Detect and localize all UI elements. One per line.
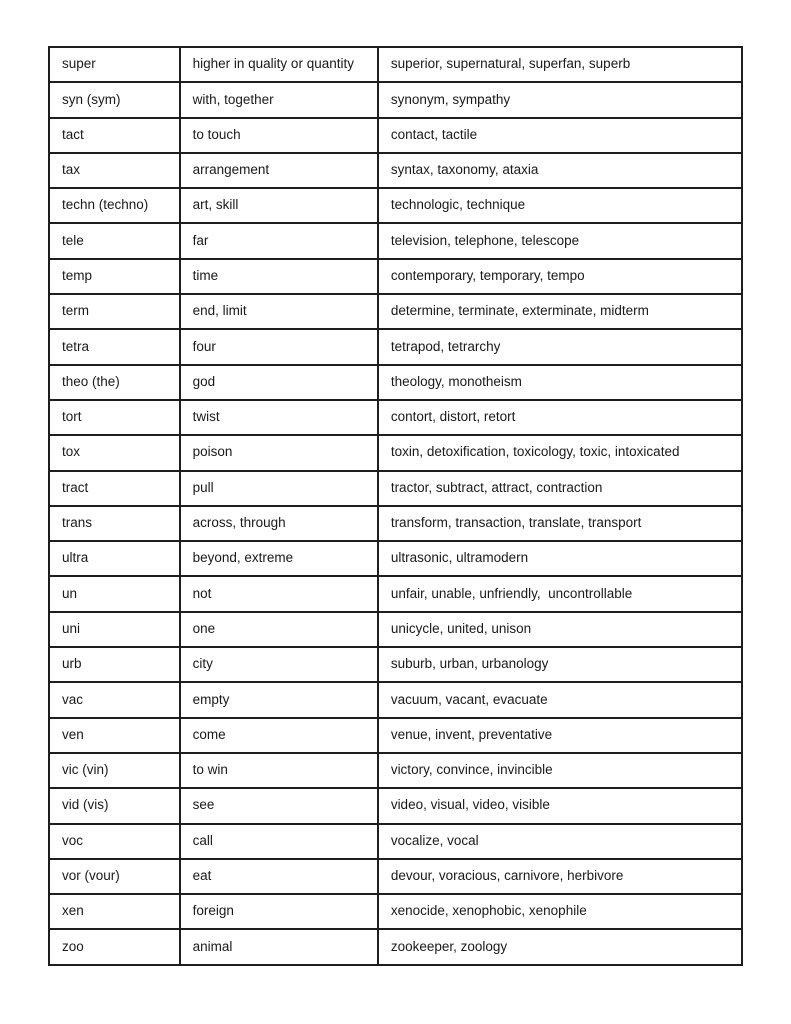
cell-examples: venue, invent, preventative (378, 718, 742, 753)
cell-meaning: arrangement (180, 153, 378, 188)
cell-root: un (49, 576, 180, 611)
cell-root: zoo (49, 929, 180, 965)
cell-examples: unfair, unable, unfriendly, uncontrollable (378, 576, 742, 611)
cell-meaning: twist (180, 400, 378, 435)
table-row (49, 329, 742, 364)
table-row (49, 788, 742, 823)
table-row (49, 576, 742, 611)
table-row (49, 435, 742, 470)
cell-examples: contact, tactile (378, 118, 742, 153)
table-row (49, 118, 742, 153)
cell-meaning: pull (180, 471, 378, 506)
cell-root: ultra (49, 541, 180, 576)
cell-meaning: time (180, 259, 378, 294)
cell-root: tele (49, 223, 180, 258)
cell-examples: tetrapod, tetrarchy (378, 329, 742, 364)
cell-meaning: not (180, 576, 378, 611)
table-row (49, 506, 742, 541)
cell-meaning: call (180, 824, 378, 859)
table-row (49, 541, 742, 576)
cell-examples: determine, terminate, exterminate, midterm (378, 294, 742, 329)
cell-meaning: god (180, 365, 378, 400)
cell-meaning: poison (180, 435, 378, 470)
table-row (49, 223, 742, 258)
table-row (49, 471, 742, 506)
table-row (49, 894, 742, 929)
cell-examples: video, visual, video, visible (378, 788, 742, 823)
cell-root: super (49, 47, 180, 82)
cell-root: tact (49, 118, 180, 153)
cell-meaning: with, together (180, 82, 378, 117)
cell-root: term (49, 294, 180, 329)
cell-examples: contort, distort, retort (378, 400, 742, 435)
cell-examples: victory, convince, invincible (378, 753, 742, 788)
cell-root: tract (49, 471, 180, 506)
table-row (49, 400, 742, 435)
cell-root: uni (49, 612, 180, 647)
table-row (49, 188, 742, 223)
table-row (49, 682, 742, 717)
cell-root: tox (49, 435, 180, 470)
cell-examples: television, telephone, telescope (378, 223, 742, 258)
cell-examples: toxin, detoxification, toxicology, toxic, intoxicated (378, 435, 742, 470)
cell-meaning: four (180, 329, 378, 364)
cell-meaning: across, through (180, 506, 378, 541)
cell-examples: technologic, technique (378, 188, 742, 223)
cell-meaning: higher in quality or quantity (180, 47, 378, 82)
cell-meaning: beyond, extreme (180, 541, 378, 576)
cell-root: tort (49, 400, 180, 435)
table-row (49, 824, 742, 859)
cell-root: vic (vin) (49, 753, 180, 788)
cell-meaning: empty (180, 682, 378, 717)
cell-root: vor (vour) (49, 859, 180, 894)
word-roots-table (48, 46, 743, 966)
cell-root: xen (49, 894, 180, 929)
cell-root: vid (vis) (49, 788, 180, 823)
table-row (49, 365, 742, 400)
table-row (49, 612, 742, 647)
cell-meaning: art, skill (180, 188, 378, 223)
cell-examples: superior, supernatural, superfan, superb (378, 47, 742, 82)
cell-root: ven (49, 718, 180, 753)
table-row (49, 647, 742, 682)
cell-examples: syntax, taxonomy, ataxia (378, 153, 742, 188)
cell-meaning: animal (180, 929, 378, 965)
table-body (49, 47, 742, 965)
cell-meaning: come (180, 718, 378, 753)
cell-root: tetra (49, 329, 180, 364)
cell-examples: zookeeper, zoology (378, 929, 742, 965)
table-row (49, 259, 742, 294)
table-row (49, 294, 742, 329)
cell-meaning: see (180, 788, 378, 823)
cell-meaning: end, limit (180, 294, 378, 329)
cell-examples: contemporary, temporary, tempo (378, 259, 742, 294)
cell-examples: suburb, urban, urbanology (378, 647, 742, 682)
cell-meaning: city (180, 647, 378, 682)
cell-examples: ultrasonic, ultramodern (378, 541, 742, 576)
cell-meaning: foreign (180, 894, 378, 929)
table-row (49, 859, 742, 894)
cell-examples: synonym, sympathy (378, 82, 742, 117)
cell-root: temp (49, 259, 180, 294)
cell-examples: vocalize, vocal (378, 824, 742, 859)
cell-root: trans (49, 506, 180, 541)
cell-examples: theology, monotheism (378, 365, 742, 400)
cell-root: urb (49, 647, 180, 682)
table-row (49, 753, 742, 788)
cell-examples: transform, transaction, translate, transport (378, 506, 742, 541)
cell-meaning: far (180, 223, 378, 258)
cell-root: tax (49, 153, 180, 188)
table-row (49, 718, 742, 753)
cell-meaning: to touch (180, 118, 378, 153)
cell-examples: xenocide, xenophobic, xenophile (378, 894, 742, 929)
cell-examples: devour, voracious, carnivore, herbivore (378, 859, 742, 894)
cell-examples: vacuum, vacant, evacuate (378, 682, 742, 717)
cell-examples: unicycle, united, unison (378, 612, 742, 647)
table-row (49, 47, 742, 82)
cell-root: voc (49, 824, 180, 859)
cell-meaning: one (180, 612, 378, 647)
cell-root: vac (49, 682, 180, 717)
table-row (49, 929, 742, 965)
cell-meaning: to win (180, 753, 378, 788)
table-row (49, 82, 742, 117)
cell-root: syn (sym) (49, 82, 180, 117)
cell-examples: tractor, subtract, attract, contraction (378, 471, 742, 506)
cell-root: techn (techno) (49, 188, 180, 223)
cell-meaning: eat (180, 859, 378, 894)
table-row (49, 153, 742, 188)
cell-root: theo (the) (49, 365, 180, 400)
